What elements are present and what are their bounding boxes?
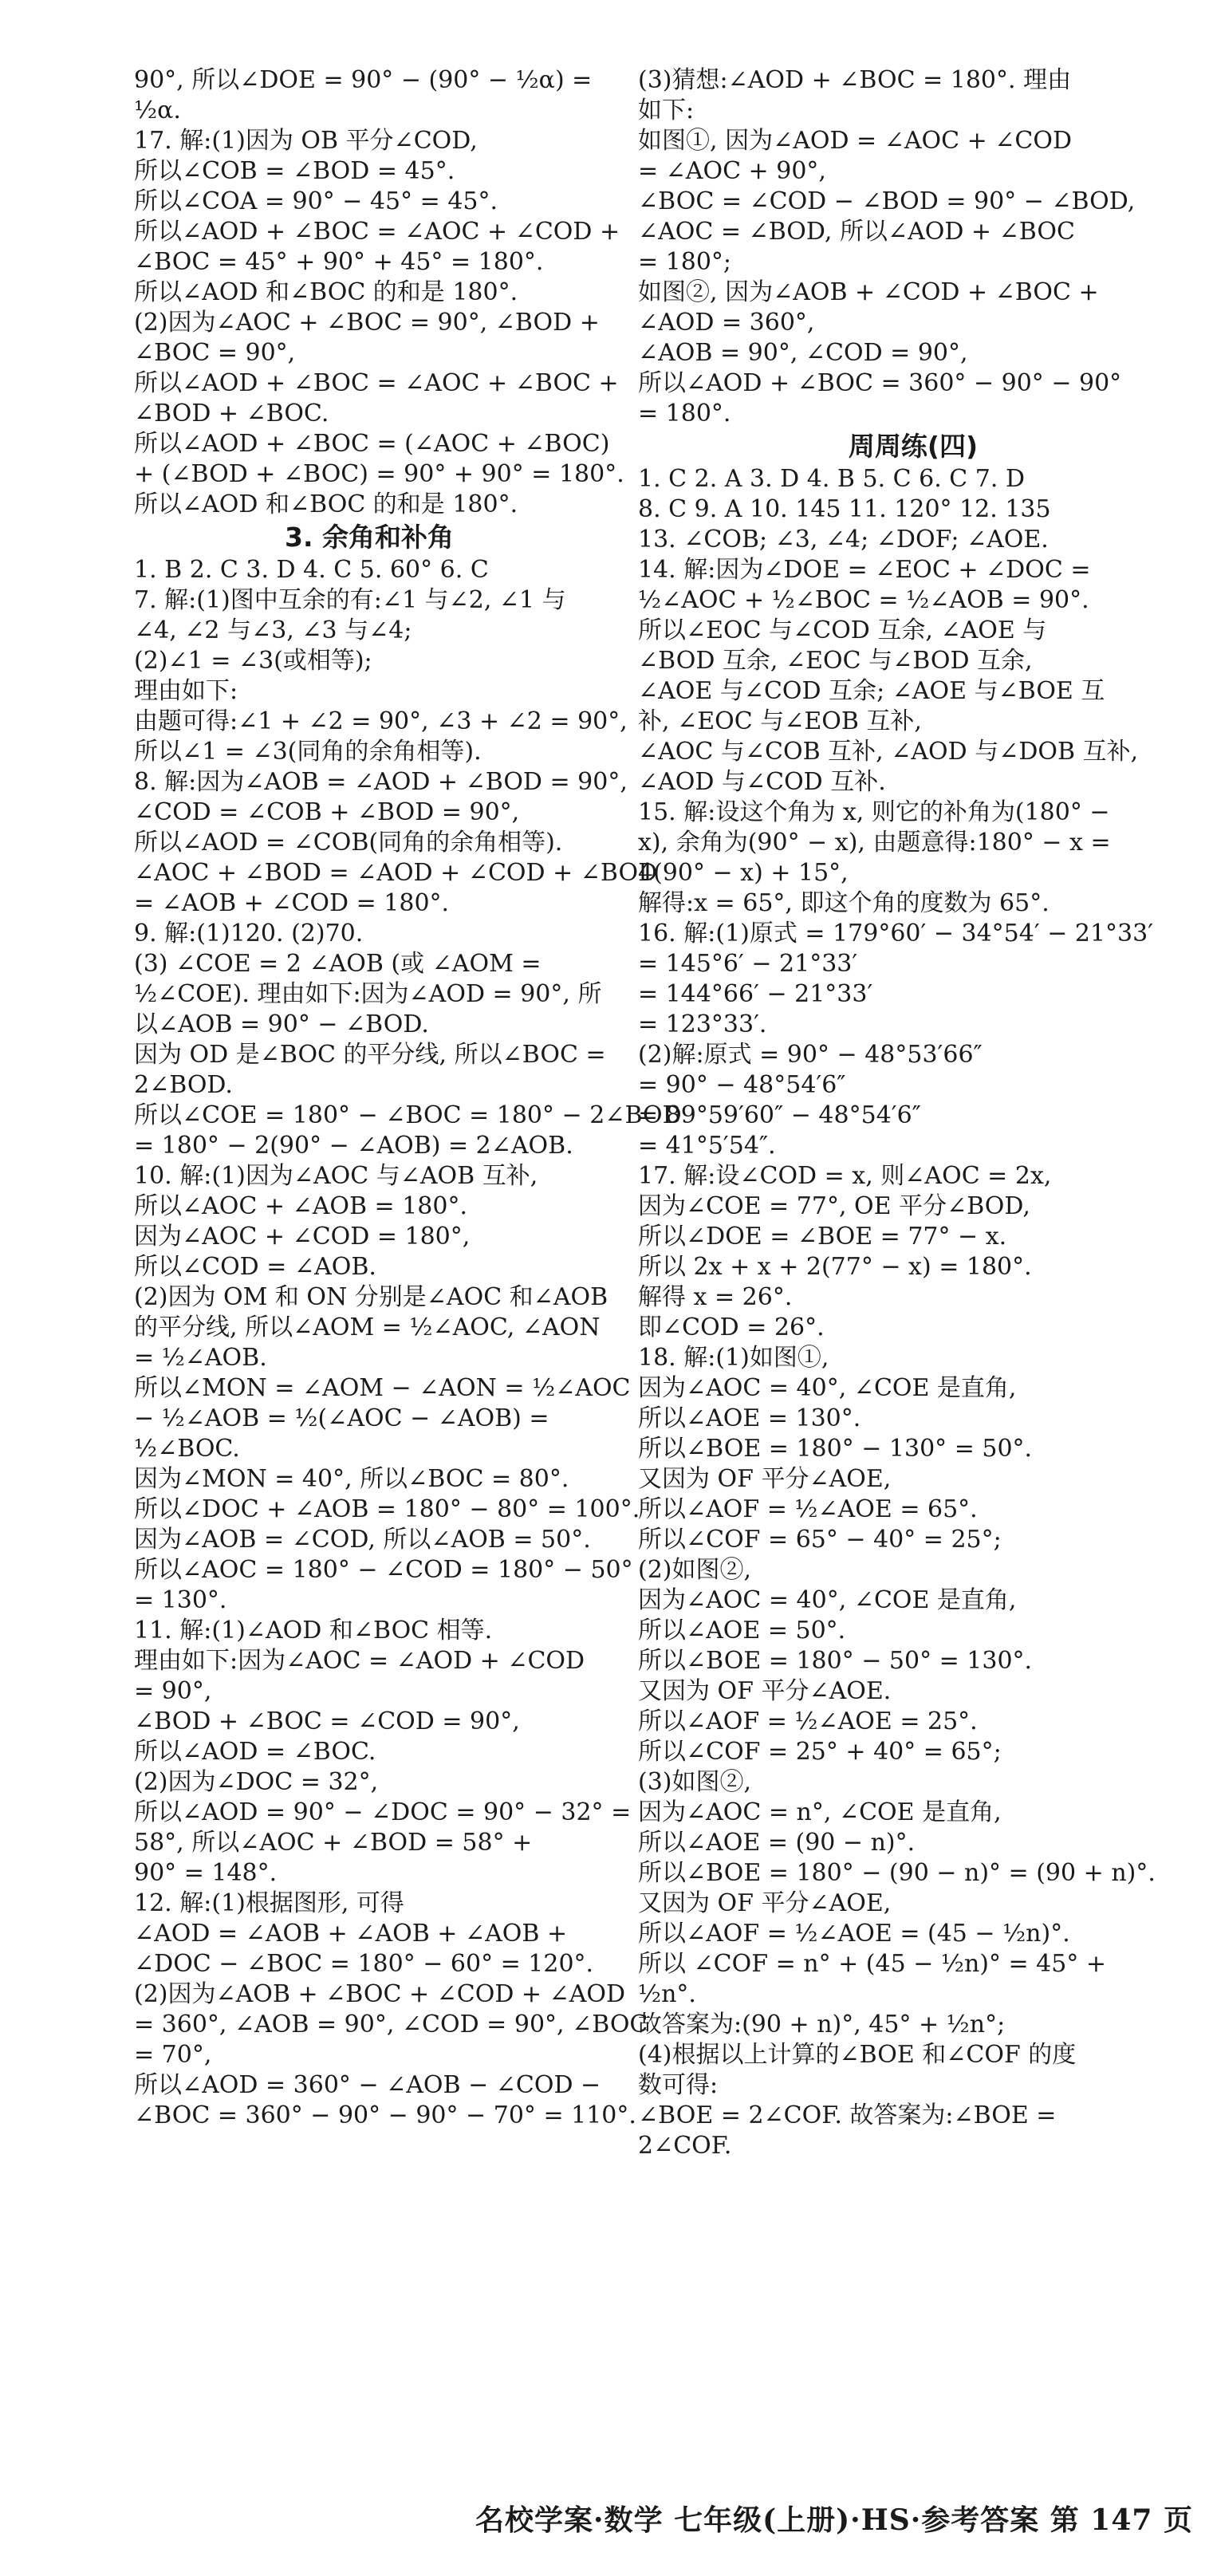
left-line: 所以∠DOC + ∠AOB = 180° − 80° = 100°.: [134, 1495, 640, 1523]
right-line: ½n°.: [638, 1980, 696, 2008]
right-line: ∠AOB = 90°, ∠COD = 90°,: [638, 339, 968, 367]
left-line: + (∠BOD + ∠BOC) = 90° + 90° = 180°.: [134, 460, 624, 488]
left-line: 10. 解:(1)因为∠AOC 与∠AOB 互补,: [134, 1162, 538, 1190]
left-line: 9. 解:(1)120. (2)70.: [134, 920, 364, 947]
left-line: = 130°.: [134, 1586, 227, 1614]
left-line: 1. B 2. C 3. D 4. C 5. 60° 6. C: [134, 556, 489, 584]
right-column: [638, 65, 1188, 2161]
right-line: 所以∠AOE = 50°.: [638, 1617, 846, 1644]
right-line: 18. 解:(1)如图①,: [638, 1344, 829, 1372]
left-line: 理由如下:: [134, 677, 238, 705]
left-line: 8. 解:因为∠AOB = ∠AOD + ∠BOD = 90°,: [134, 768, 628, 796]
right-line: = 180°;: [638, 248, 732, 276]
right-line: 15. 解:设这个角为 x, 则它的补角为(180° −: [638, 798, 1110, 826]
left-line: 所以∠COA = 90° − 45° = 45°.: [134, 187, 498, 215]
right-line: 所以∠BOE = 180° − (90 − n)° = (90 + n)°.: [638, 1859, 1156, 1887]
left-line: 由题可得:∠1 + ∠2 = 90°, ∠3 + ∠2 = 90°,: [134, 707, 628, 735]
left-line: ∠AOC + ∠BOD = ∠AOD + ∠COD + ∠BOD: [134, 859, 658, 887]
left-line: = ½∠AOB.: [134, 1344, 267, 1372]
left-line: 12. 解:(1)根据图形, 可得: [134, 1889, 404, 1917]
right-line: 13. ∠COB; ∠3, ∠4; ∠DOF; ∠AOE.: [638, 526, 1049, 553]
right-line: 又因为 OF 平分∠AOE,: [638, 1889, 892, 1917]
right-line: 所以∠EOC 与∠COD 互余, ∠AOE 与: [638, 616, 1047, 644]
right-line: 所以∠AOF = ½∠AOE = 25°.: [638, 1707, 978, 1735]
right-line: 所以∠DOE = ∠BOE = 77° − x.: [638, 1223, 1007, 1251]
right-line: 周周练(四): [848, 431, 979, 462]
right-line: 如图②, 因为∠AOB + ∠COD + ∠BOC +: [638, 278, 1099, 306]
right-line: = 180°.: [638, 400, 731, 427]
right-line: (3)如图②,: [638, 1768, 752, 1796]
right-line: 所以∠BOE = 180° − 130° = 50°.: [638, 1435, 1033, 1463]
left-line: ∠AOD = ∠AOB + ∠AOB + ∠AOB +: [134, 1920, 568, 1948]
right-line: ½∠AOC + ½∠BOC = ½∠AOB = 90°.: [638, 586, 1089, 614]
right-line: = 144°66′ − 21°33′: [638, 980, 873, 1008]
left-line: ½∠COE). 理由如下:因为∠AOD = 90°, 所: [134, 980, 602, 1008]
right-line: ∠AOD 与∠COD 互补.: [638, 768, 886, 796]
right-line: 补, ∠EOC 与∠EOB 互补,: [638, 707, 922, 735]
right-line: 2∠COF.: [638, 2132, 732, 2160]
left-line: ∠BOC = 360° − 90° − 90° − 70° = 110°.: [134, 2101, 636, 2129]
left-line: 因为 OD 是∠BOC 的平分线, 所以∠BOC =: [134, 1041, 606, 1069]
left-line: 所以∠1 = ∠3(同角的余角相等).: [134, 738, 482, 766]
right-line: ∠BOD 互余, ∠EOC 与∠BOD 互余,: [638, 647, 1033, 675]
left-line: 11. 解:(1)∠AOD 和∠BOC 相等.: [134, 1617, 493, 1644]
right-line: 4(90° − x) + 15°,: [638, 859, 849, 887]
right-line: = 41°5′54″.: [638, 1132, 776, 1160]
left-line: ∠DOC − ∠BOC = 180° − 60° = 120°.: [134, 1950, 594, 1978]
right-line: 所以∠AOF = ½∠AOE = 65°.: [638, 1495, 978, 1523]
left-line: (2)因为∠AOC + ∠BOC = 90°, ∠BOD +: [134, 309, 600, 337]
left-line: 因为∠MON = 40°, 所以∠BOC = 80°.: [134, 1465, 569, 1493]
right-line: = 145°6′ − 21°33′: [638, 950, 858, 978]
left-line: 所以∠AOC = 180° − ∠COD = 180° − 50°: [134, 1556, 633, 1584]
left-line: 90°, 所以∠DOE = 90° − (90° − ½α) =: [134, 66, 593, 94]
right-line: 所以∠AOE = (90 − n)°.: [638, 1829, 916, 1857]
left-line: 所以∠AOD = ∠COB(同角的余角相等).: [134, 829, 563, 857]
left-line: = ∠AOB + ∠COD = 180°.: [134, 889, 450, 917]
left-line: ½α.: [134, 97, 181, 124]
left-line: 2∠BOD.: [134, 1071, 233, 1099]
right-line: ∠AOE 与∠COD 互余; ∠AOE 与∠BOE 互: [638, 677, 1105, 705]
left-line: 所以∠AOD = 90° − ∠DOC = 90° − 32° =: [134, 1798, 632, 1826]
page-footer: 名校学案·数学 七年级(上册)·HS·参考答案 第 147 页: [475, 2503, 1193, 2537]
right-line: 数可得:: [638, 2071, 719, 2099]
right-line: 因为∠COE = 77°, OE 平分∠BOD,: [638, 1192, 1030, 1220]
right-line: (2)如图②,: [638, 1556, 752, 1584]
left-line: 7. 解:(1)图中互余的有:∠1 与∠2, ∠1 与: [134, 586, 566, 614]
right-line: 17. 解:设∠COD = x, 则∠AOC = 2x,: [638, 1162, 1052, 1190]
left-line: 所以∠AOD = 360° − ∠AOB − ∠COD −: [134, 2071, 601, 2099]
right-line: 所以 ∠COF = n° + (45 − ½n)° = 45° +: [638, 1950, 1107, 1978]
left-line: 所以∠AOD + ∠BOC = ∠AOC + ∠COD +: [134, 218, 620, 246]
right-line: = 123°33′.: [638, 1010, 767, 1038]
left-line: 所以∠AOD 和∠BOC 的和是 180°.: [134, 490, 518, 518]
left-line: − ½∠AOB = ½(∠AOC − ∠AOB) =: [134, 1404, 549, 1432]
left-line: 的平分线, 所以∠AOM = ½∠AOC, ∠AON: [134, 1314, 601, 1341]
right-line: 解得:x = 65°, 即这个角的度数为 65°.: [638, 889, 1050, 917]
left-line: = 360°, ∠AOB = 90°, ∠COD = 90°, ∠BOC: [134, 2011, 648, 2038]
left-line: 所以∠AOD 和∠BOC 的和是 180°.: [134, 278, 518, 306]
right-line: 16. 解:(1)原式 = 179°60′ − 34°54′ − 21°33′: [638, 920, 1154, 947]
left-line: 所以∠COD = ∠AOB.: [134, 1253, 376, 1281]
left-line: 因为∠AOB = ∠COD, 所以∠AOB = 50°.: [134, 1526, 591, 1554]
right-line: 因为∠AOC = 40°, ∠COE 是直角,: [638, 1586, 1017, 1614]
right-line: 解得 x = 26°.: [638, 1283, 793, 1311]
right-line: (4)根据以上计算的∠BOE 和∠COF 的度: [638, 2041, 1077, 2069]
left-line: (2)因为 OM 和 ON 分别是∠AOC 和∠AOB: [134, 1283, 608, 1311]
right-line: = 90° − 48°54′6″: [638, 1071, 846, 1099]
right-line: (2)解:原式 = 90° − 48°53′66″: [638, 1041, 983, 1069]
right-line: 所以∠BOE = 180° − 50° = 130°.: [638, 1647, 1033, 1675]
right-line: 所以 2x + x + 2(77° − x) = 180°.: [638, 1253, 1032, 1281]
right-line: ∠BOE = 2∠COF. 故答案为:∠BOE =: [638, 2101, 1057, 2129]
right-line: = ∠AOC + 90°,: [638, 157, 826, 185]
right-line: 所以∠COF = 25° + 40° = 65°;: [638, 1738, 1002, 1766]
left-line: ∠BOC = 45° + 90° + 45° = 180°.: [134, 248, 544, 276]
left-line: 所以∠AOD + ∠BOC = (∠AOC + ∠BOC): [134, 430, 610, 458]
right-line: ∠BOC = ∠COD − ∠BOD = 90° − ∠BOD,: [638, 187, 1136, 215]
left-line: (3) ∠COE = 2 ∠AOB (或 ∠AOM =: [134, 950, 541, 978]
left-line: 以∠AOB = 90° − ∠BOD.: [134, 1010, 429, 1038]
left-line: 因为∠AOC + ∠COD = 180°,: [134, 1223, 471, 1251]
left-line: = 180° − 2(90° − ∠AOB) = 2∠AOB.: [134, 1132, 573, 1160]
right-line: 1. C 2. A 3. D 4. B 5. C 6. C 7. D: [638, 465, 1026, 493]
right-line: 如图①, 因为∠AOD = ∠AOC + ∠COD: [638, 127, 1073, 155]
right-line: 即∠COD = 26°.: [638, 1314, 825, 1341]
left-line: ∠BOD + ∠BOC.: [134, 400, 329, 427]
left-line: (2)因为∠DOC = 32°,: [134, 1768, 379, 1796]
left-line: (2)因为∠AOB + ∠BOC + ∠COD + ∠AOD: [134, 1980, 626, 2008]
right-line: (3)猜想:∠AOD + ∠BOC = 180°. 理由: [638, 66, 1072, 94]
right-line: ∠AOC 与∠COB 互补, ∠AOD 与∠DOB 互补,: [638, 738, 1139, 766]
right-line: 因为∠AOC = 40°, ∠COE 是直角,: [638, 1374, 1017, 1402]
left-line: 所以∠AOD = ∠BOC.: [134, 1738, 376, 1766]
right-line: ∠AOD = 360°,: [638, 309, 815, 337]
right-line: 8. C 9. A 10. 145 11. 120° 12. 135: [638, 495, 1051, 523]
left-line: 理由如下:因为∠AOC = ∠AOD + ∠COD: [134, 1647, 585, 1675]
left-line: ∠BOC = 90°,: [134, 339, 296, 367]
left-line: (2)∠1 = ∠3(或相等);: [134, 647, 372, 675]
right-line: 因为∠AOC = n°, ∠COE 是直角,: [638, 1798, 1002, 1826]
left-line: 所以∠MON = ∠AOM − ∠AON = ½∠AOC: [134, 1374, 631, 1402]
left-line: ½∠BOC.: [134, 1435, 240, 1463]
left-line: ∠BOD + ∠BOC = ∠COD = 90°,: [134, 1707, 520, 1735]
right-line: 14. 解:因为∠DOE = ∠EOC + ∠DOC =: [638, 556, 1091, 584]
left-line: 90° = 148°.: [134, 1859, 278, 1887]
left-line: 所以∠COE = 180° − ∠BOC = 180° − 2∠BOD: [134, 1101, 682, 1129]
left-line: 3. 余角和补角: [285, 522, 454, 553]
right-line: ∠AOC = ∠BOD, 所以∠AOD + ∠BOC: [638, 218, 1075, 246]
left-line: ∠4, ∠2 与∠3, ∠3 与∠4;: [134, 616, 412, 644]
left-line: 58°, 所以∠AOC + ∠BOD = 58° +: [134, 1829, 533, 1857]
left-line: 17. 解:(1)因为 OB 平分∠COD,: [134, 127, 478, 155]
right-line: x), 余角为(90° − x), 由题意得:180° − x =: [638, 829, 1111, 857]
left-line: ∠COD = ∠COB + ∠BOD = 90°,: [134, 798, 520, 826]
left-line: 所以∠AOD + ∠BOC = ∠AOC + ∠BOC +: [134, 369, 619, 397]
right-line: 所以∠AOE = 130°.: [638, 1404, 861, 1432]
left-line: 所以∠AOC + ∠AOB = 180°.: [134, 1192, 468, 1220]
left-line: = 70°,: [134, 2041, 212, 2069]
right-line: 又因为 OF 平分∠AOE.: [638, 1677, 892, 1705]
right-line: 所以∠AOD + ∠BOC = 360° − 90° − 90°: [638, 369, 1122, 397]
right-line: 如下:: [638, 97, 695, 124]
right-line: 又因为 OF 平分∠AOE,: [638, 1465, 892, 1493]
right-line: 所以∠COF = 65° − 40° = 25°;: [638, 1526, 1002, 1554]
right-line: 所以∠AOF = ½∠AOE = (45 − ½n)°.: [638, 1920, 1070, 1948]
left-line: 所以∠COB = ∠BOD = 45°.: [134, 157, 455, 185]
left-line: = 90°,: [134, 1677, 212, 1705]
right-line: 故答案为:(90 + n)°, 45° + ½n°;: [638, 2011, 1006, 2038]
right-line: = 89°59′60″ − 48°54′6″: [638, 1101, 921, 1129]
